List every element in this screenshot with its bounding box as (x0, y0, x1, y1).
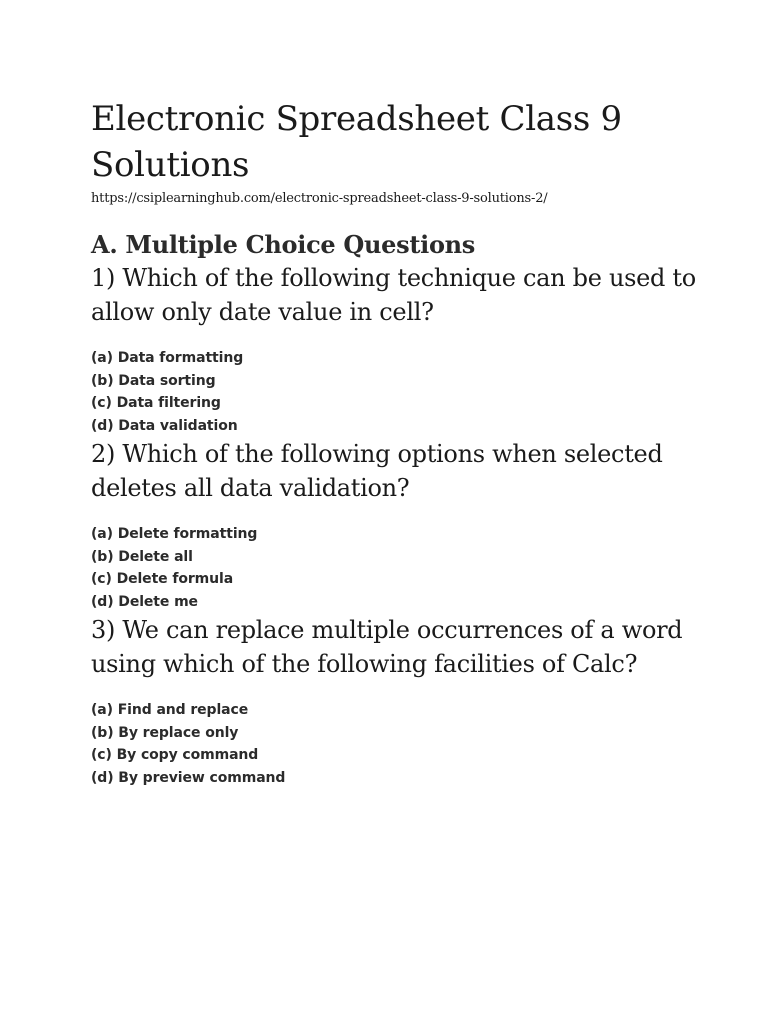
option-b: (b) By replace only (91, 724, 239, 741)
question-text: 3) We can replace multiple occurrences of a word using which of the following facilities of Calc? (91, 616, 683, 678)
option-b: (b) Data sorting (91, 372, 216, 389)
option-list (91, 347, 711, 437)
question-3 (91, 613, 711, 789)
option-c: (c) Data filtering (91, 395, 221, 411)
option-a: (a) Delete formatting (91, 526, 258, 542)
option-d: (d) Data validation (91, 417, 238, 434)
option-list (91, 699, 711, 789)
option-c: (c) By copy command (91, 747, 259, 763)
option-d: (d) By preview command (91, 769, 286, 786)
option-d: (d) Delete me (91, 593, 198, 610)
document-title: Electronic Spreadsheet Class 9 Solutions (91, 99, 622, 185)
question-2 (91, 437, 711, 613)
option-a: (a) Find and replace (91, 702, 249, 718)
section-heading: A. Multiple Choice Questions (91, 230, 476, 259)
option-a: (a) Data formatting (91, 350, 244, 366)
option-list (91, 523, 711, 613)
document-page (91, 96, 711, 789)
option-b: (b) Delete all (91, 548, 193, 565)
question-text: 1) Which of the following technique can be used to allow only date value in cell? (91, 264, 696, 326)
source-url: https://csiplearninghub.com/electronic-spreadsheet-class-9-solutions-2/ (91, 191, 548, 206)
question-1 (91, 261, 711, 437)
option-c: (c) Delete formula (91, 571, 234, 587)
question-text: 2) Which of the following options when selected deletes all data validation? (91, 440, 663, 502)
